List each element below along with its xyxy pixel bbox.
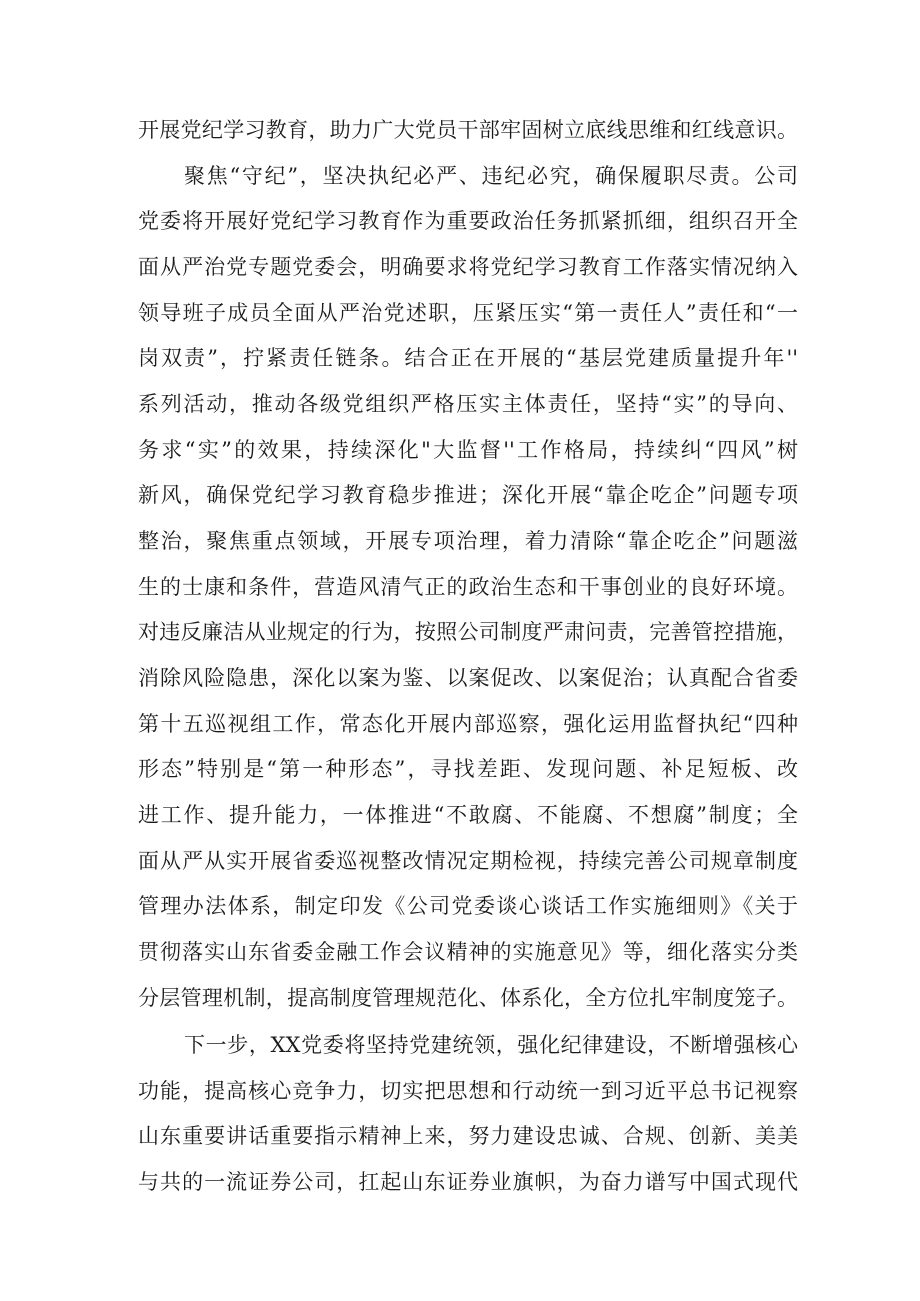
text-line: 开展党纪学习教育，助力广大党员干部牢固树立底线思维和红线意识。 [138,118,798,142]
text-line: 第十五巡视组工作，常态化开展内部巡察，强化运用监督执纪“四种 [138,712,798,736]
text-line: 岗双责”，拧紧责任链条。结合正在开展的“基层党建质量提升年'' [138,346,798,370]
text-line: 进工作、提升能力，一体推进“不敢腐、不能腐、不想腐”制度；全 [138,803,798,827]
text-line: 面从严从实开展省委巡视整改情况定期检视，持续完善公司规章制度 [138,849,798,873]
text-line: 新风，确保党纪学习教育稳步推进；深化开展“靠企吃企”问题专项 [138,483,798,507]
text-line: 与共的一流证券公司，扛起山东证券业旗帜，为奋力谱写中国式现代 [138,1170,798,1194]
text-line: 党委将开展好党纪学习教育作为重要政治任务抓紧抓细，组织召开全 [138,209,798,233]
text-line: 贯彻落实山东省委金融工作会议精神的实施意见》等，细化落实分类 [138,940,798,964]
text-line: 功能，提高核心竞争力，切实把思想和行动统一到习近平总书记视察 [138,1079,798,1103]
text-line: 分层管理机制，提高制度管理规范化、体系化，全方位扎牢制度笼子。 [138,986,798,1010]
text-line: 面从严治党专题党委会，明确要求将党纪学习教育工作落实情况纳入 [138,255,798,279]
text-line: 系列活动，推动各级党组织严格压实主体责任，坚持“实”的导向、 [138,392,798,416]
paragraph-start-line: 聚焦“守纪”，坚决执纪必严、违纪必究，确保履职尽责。公司 [184,164,798,188]
text-line: 形态”特别是“第一种形态”，寻找差距、发现问题、补足短板、改 [138,757,798,781]
text-line: 山东重要讲话重要指示精神上来，努力建设忠诚、合规、创新、美美 [138,1124,798,1148]
text-line: 消除风险隐患，深化以案为鉴、以案促改、以案促治；认真配合省委 [138,666,798,690]
text-line: 务求“实”的效果，持续深化"大监督''工作格局，持续纠“四风”树 [138,438,798,462]
text-line: 对违反廉洁从业规定的行为，按照公司制度严肃问责，完善管控措施， [138,620,798,644]
text-line: 管理办法体系，制定印发《公司党委谈心谈话工作实施细则》《关于 [138,894,798,918]
text-line: 整治，聚焦重点领域，开展专项治理，着力清除“靠企吃企”问题滋 [138,529,798,553]
text-line: 生的士康和条件，营造风清气正的政治生态和干事创业的良好环境。 [138,575,798,599]
text-line: 领导班子成员全面从严治党述职，压紧压实“第一责任人”责任和“一 [138,301,798,325]
paragraph-start-line: 下一步，XX党委将坚持党建统领，强化纪律建设，不断增强核心 [184,1033,798,1057]
